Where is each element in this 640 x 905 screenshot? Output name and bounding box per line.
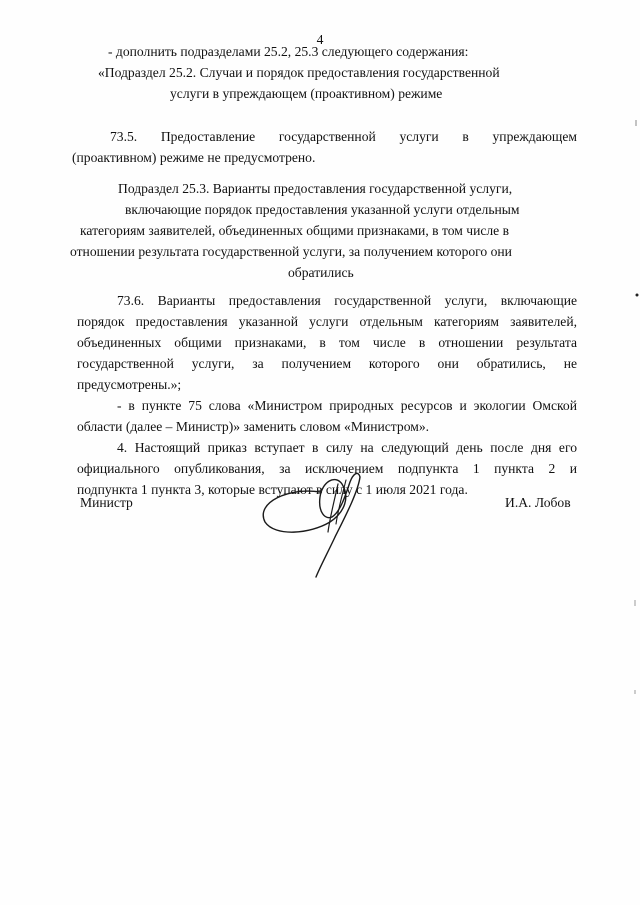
paragraph-line: - в пункте 75 слова «Министром природных ресурсов и экологии Омской bbox=[117, 398, 577, 413]
paragraph-line: (проактивном) режиме не предусмотрено. bbox=[72, 150, 316, 165]
paragraph-line: 73.5. Предоставление государственной услуги в упреждающем bbox=[110, 129, 577, 144]
subsection-heading: категориям заявителей, объединенных общими признаками, в том числе в bbox=[80, 223, 510, 238]
signatory-title: Министр bbox=[80, 495, 133, 510]
handwritten-signature bbox=[250, 462, 400, 582]
text-line: - дополнить подразделами 25.2, 25.3 следующего содержания: bbox=[108, 44, 469, 59]
subsection-heading: отношении результата государственной услуги, за получением которого они bbox=[70, 244, 512, 259]
paragraph-line: подпункта 1 пункта 3, которые вступают в силу с 1 июля 2021 года. bbox=[77, 482, 468, 497]
subsection-heading: «Подраздел 25.2. Случаи и порядок предоставления государственной bbox=[98, 65, 500, 80]
paragraph-line: порядок предоставления указанной услуги отдельным категориям заявителей, bbox=[77, 314, 577, 329]
subsection-heading: включающие порядок предоставления указанной услуги отдельным bbox=[125, 202, 520, 217]
paragraph-line: 4. Настоящий приказ вступает в силу на следующий день после дня его bbox=[117, 440, 577, 455]
page-number: 4 bbox=[316, 32, 324, 47]
scan-edge-marks bbox=[628, 0, 640, 905]
paragraph-line: государственной услуги, за получением которого они обратились, не bbox=[77, 356, 577, 371]
paragraph-line: официального опубликования, за исключением подпункта 1 пункта 2 и bbox=[77, 461, 577, 476]
paragraph-line: объединенных общими признаками, в том числе в отношении результата bbox=[77, 335, 577, 350]
subsection-heading: обратились bbox=[288, 265, 354, 280]
paragraph-line: области (далее – Министр)» заменить словом «Министром». bbox=[77, 419, 430, 434]
subsection-heading: Подраздел 25.3. Варианты предоставления государственной услуги, bbox=[118, 181, 513, 196]
paragraph-line: 73.6. Варианты предоставления государственной услуги, включающие bbox=[117, 293, 577, 308]
paragraph-line: предусмотрены.»; bbox=[77, 377, 182, 392]
subsection-heading: услуги в упреждающем (проактивном) режиме bbox=[170, 86, 443, 101]
signatory-name: И.А. Лобов bbox=[505, 495, 571, 510]
